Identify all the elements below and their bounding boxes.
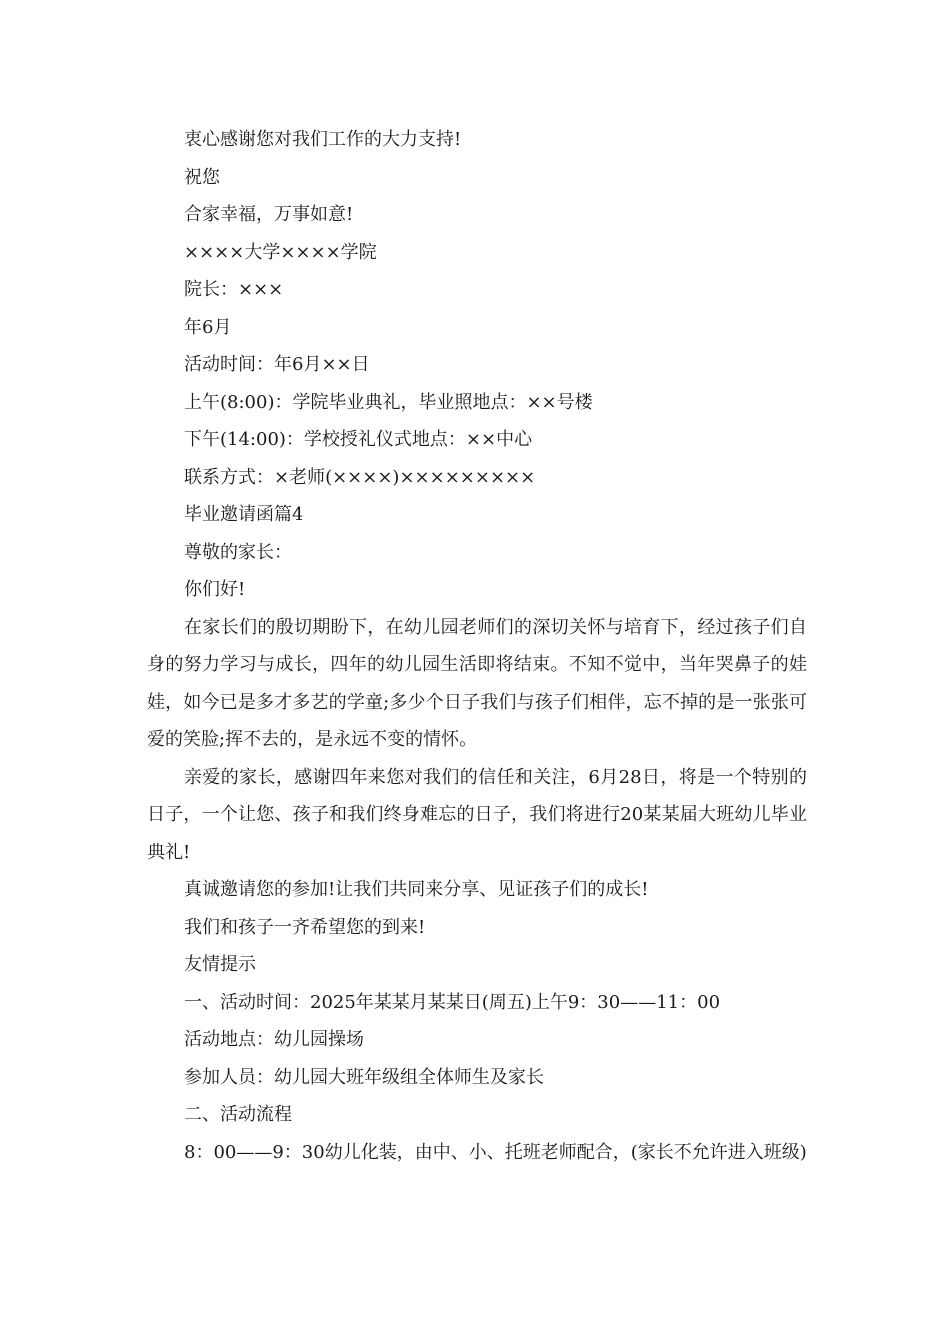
- text-line: ××××大学××××学院: [184, 241, 377, 263]
- text-line: 院长：×××: [184, 279, 284, 300]
- text-line: 活动时间：年6月××日: [184, 354, 370, 375]
- text-line: 二、活动流程: [184, 1104, 292, 1125]
- text-line: 一、活动时间：2025年某某月某某日(周五)上午9：30——11：00: [184, 991, 721, 1013]
- text-line: 合家幸福，万事如意!: [184, 204, 354, 225]
- text-line: 下午(14:00)：学校授礼仪式地点：××中心: [184, 429, 533, 450]
- text-line: 衷心感谢您对我们工作的大力支持!: [184, 129, 462, 150]
- text-line: 上午(8:00)：学院毕业典礼，毕业照地点：××号楼: [184, 391, 593, 413]
- text-line: 我们和孩子一齐希望您的到来!: [184, 916, 426, 938]
- document-body: [147, 121, 807, 1171]
- body-paragraph: 在家长们的殷切期盼下，在幼儿园老师们的深切关怀与培育下，经过孩子们自身的努力学习与成长，四年的幼儿园生活即将结束。不知不觉中，当年哭鼻子的娃娃，如今已是多才多艺的学童;多少个日子我们与孩子们相伴，忘不掉的是一张张可爱的笑脸;挥不去的，是永远不变的情怀。: [147, 616, 807, 750]
- text-line: 活动地点：幼儿园操场: [184, 1029, 364, 1050]
- greeting: 你们好!: [184, 579, 246, 600]
- body-paragraph: 8：00——9：30幼儿化装，由中、小、托班老师配合，(家长不允许进入班级): [184, 1141, 807, 1163]
- section-heading: 毕业邀请函篇4: [184, 504, 304, 525]
- text-line: 年6月: [184, 316, 232, 338]
- text-line: 联系方式：×老师(××××)×××××××××: [184, 466, 536, 488]
- text-line: 真诚邀请您的参加!让我们共同来分享、见证孩子们的成长!: [184, 879, 649, 900]
- text-line: 参加人员：幼儿园大班年级组全体师生及家长: [184, 1066, 544, 1088]
- text-line: 友情提示: [184, 954, 256, 975]
- text-line: 祝您: [184, 166, 220, 188]
- body-paragraph: 亲爱的家长，感谢四年来您对我们的信任和关注，6月28日，将是一个特别的日子，一个让您、孩子和我们终身难忘的日子，我们将进行20某某届大班幼儿毕业典礼!: [147, 766, 807, 863]
- salutation: 尊敬的家长：: [184, 541, 292, 563]
